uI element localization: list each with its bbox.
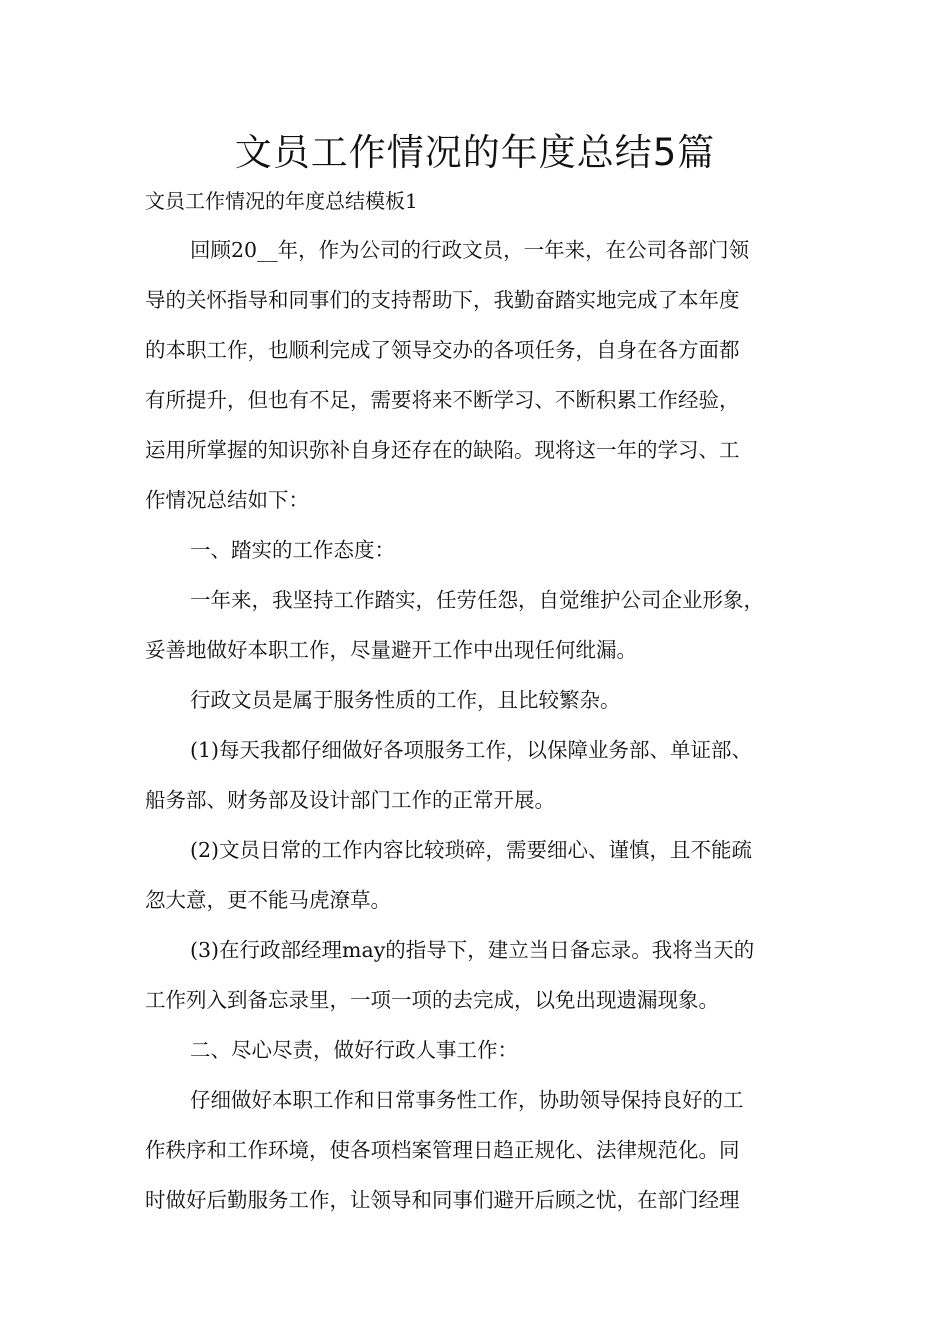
paragraph-line: 作秩序和工作环境，使各项档案管理日趋正规化、法律规范化。同 [145,1138,740,1162]
paragraph-line: 运用所掌握的知识弥补自身还存在的缺陷。现将这一年的学习、工 [145,438,740,462]
section-heading: 二、尽心尽责，做好行政人事工作： [190,1038,518,1062]
paragraph-line: 作情况总结如下： [145,488,309,512]
list-item-line: (1)每天我都仔细做好各项服务工作，以保障业务部、单证部、 [190,738,753,762]
paragraph-line: 妥善地做好本职工作，尽量避开工作中出现任何纰漏。 [145,638,637,662]
list-item-line: (3)在行政部经理may的指导下，建立当日备忘录。我将当天的 [190,938,755,962]
paragraph-line: 仔细做好本职工作和日常事务性工作，协助领导保持良好的工 [190,1088,744,1112]
paragraph-line: 回顾20__年，作为公司的行政文员，一年来，在公司各部门领 [190,238,750,262]
document-title: 文员工作情况的年度总结5篇 [234,131,716,174]
paragraph-line: 时做好后勤服务工作，让领导和同事们避开后顾之忧，在部门经理 [145,1188,740,1212]
paragraph-line: 有所提升，但也有不足，需要将来不断学习、不断积累工作经验， [145,388,740,412]
paragraph-line: 行政文员是属于服务性质的工作，且比较繁杂。 [190,688,621,712]
list-item-line: (2)文员日常的工作内容比较琐碎，需要细心、谨慎，且不能疏 [190,838,753,862]
list-item-line: 船务部、财务部及设计部门工作的正常开展。 [145,788,555,812]
paragraph-line: 的本职工作，也顺利完成了领导交办的各项任务，自身在各方面都 [145,338,740,362]
paragraph-line: 导的关怀指导和同事们的支持帮助下，我勤奋踏实地完成了本年度 [145,288,740,312]
paragraph-line: 一年来，我坚持工作踏实，任劳任怨，自觉维护公司企业形象， [190,588,764,612]
list-item-line: 工作列入到备忘录里，一项一项的去完成，以免出现遗漏现象。 [145,988,719,1012]
list-item-line: 忽大意，更不能马虎潦草。 [145,888,391,912]
document-subtitle: 文员工作情况的年度总结模板1 [145,189,418,213]
section-heading: 一、踏实的工作态度： [190,538,395,562]
